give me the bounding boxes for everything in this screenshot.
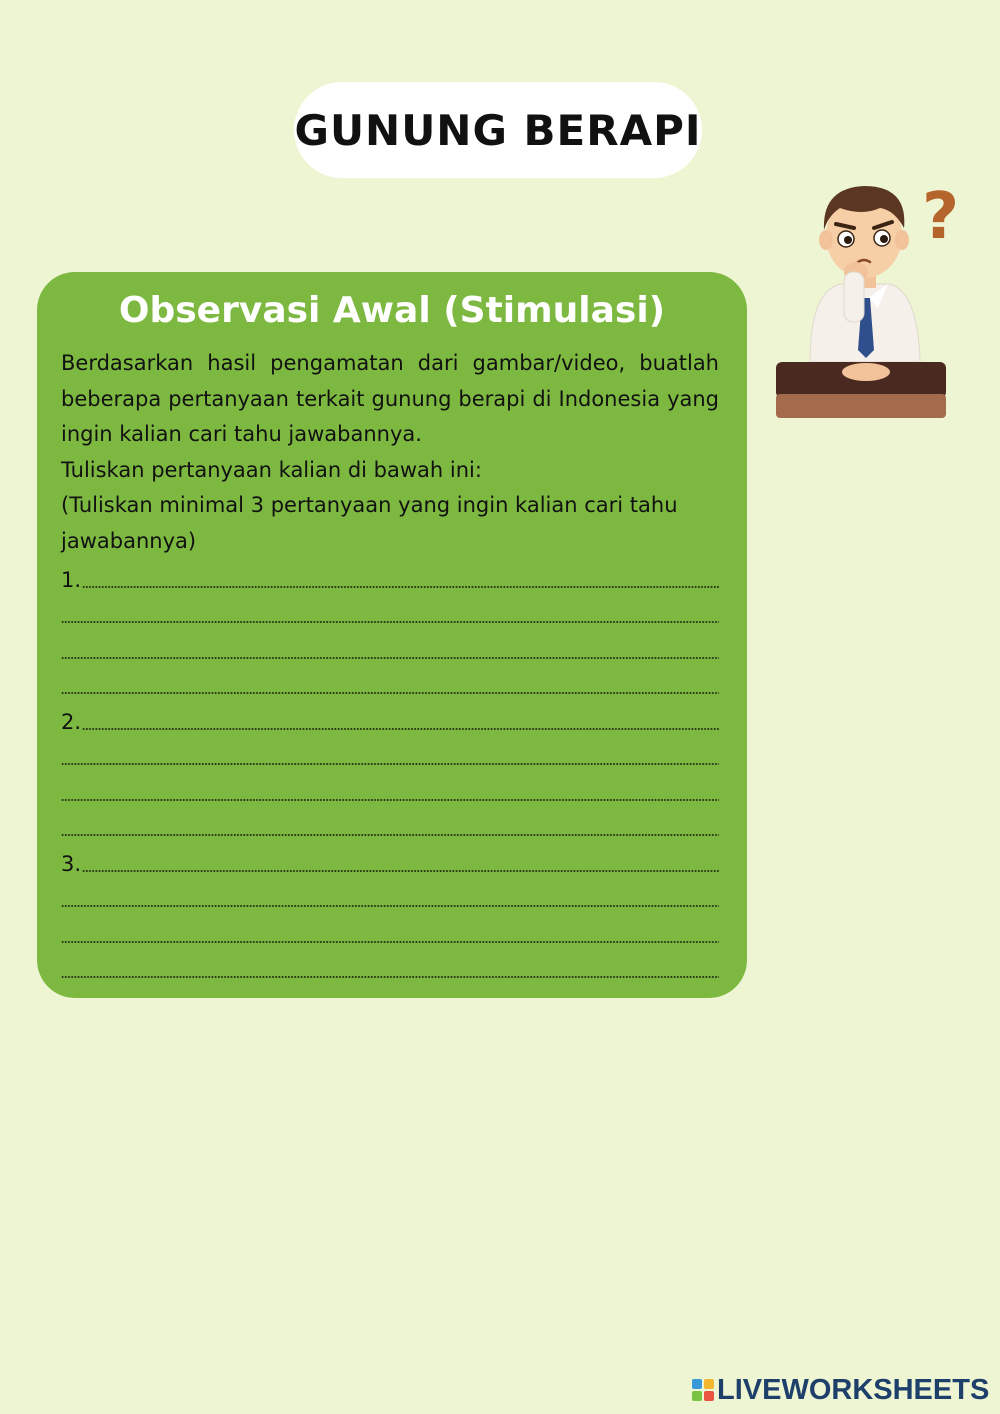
footer-brand (692, 1372, 989, 1408)
instruction-text: Tuliskan pertanyaan kalian di bawah ini: (61, 457, 482, 482)
dotted-line (61, 621, 719, 623)
answer-line[interactable] (61, 630, 719, 666)
dotted-line (82, 870, 719, 872)
dotted-line (61, 941, 719, 943)
answer-line[interactable] (61, 843, 719, 879)
answer-line[interactable] (61, 950, 719, 986)
card-heading: Observasi Awal (Stimulasi) (118, 290, 666, 331)
answer-block-2 (61, 701, 719, 843)
note-text: (Tuliskan minimal 3 pertanyaan yang ingin kalian cari tahu jawabannya) (61, 493, 678, 553)
card-body (61, 346, 719, 985)
thinking-student-icon (770, 172, 960, 422)
liveworksheets-logo-icon (692, 1379, 714, 1401)
answer-line[interactable] (61, 701, 719, 737)
dotted-line (82, 728, 719, 730)
answer-line[interactable] (61, 666, 719, 702)
intro-text: Berdasarkan hasil pengamatan dari gambar/video, buatlah beberapa pertanyaan terkait gunung berapi di Indonesia yang ingin kalian cari tahu jawabannya. (61, 351, 719, 446)
answer-line[interactable] (61, 914, 719, 950)
answer-number: 3. (61, 851, 82, 876)
question-mark-icon: ? (922, 180, 960, 254)
brand-name: LIVEWORKSHEETS (717, 1373, 990, 1406)
answer-line[interactable] (61, 559, 719, 595)
answer-number: 1. (61, 567, 82, 592)
answer-line[interactable] (61, 808, 719, 844)
answer-line[interactable] (61, 737, 719, 773)
dotted-line (82, 586, 719, 588)
dotted-line (61, 905, 719, 907)
page-title: GUNUNG BERAPI (294, 105, 702, 155)
answer-line[interactable] (61, 879, 719, 915)
dotted-line (61, 692, 719, 694)
observation-card (37, 272, 747, 998)
answer-block-1 (61, 559, 719, 701)
answer-line[interactable] (61, 772, 719, 808)
title-banner (294, 82, 702, 178)
dotted-line (61, 763, 719, 765)
answer-line[interactable] (61, 595, 719, 631)
dotted-line (61, 799, 719, 801)
dotted-line (61, 976, 719, 978)
answer-block-3 (61, 843, 719, 985)
dotted-line (61, 657, 719, 659)
dotted-line (61, 834, 719, 836)
answer-number: 2. (61, 709, 82, 734)
